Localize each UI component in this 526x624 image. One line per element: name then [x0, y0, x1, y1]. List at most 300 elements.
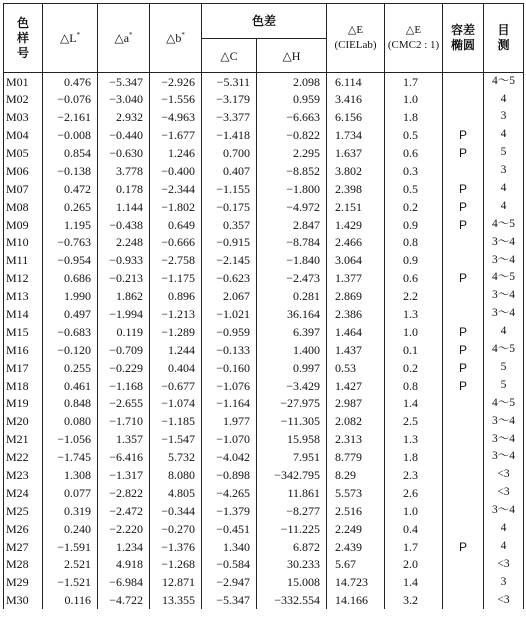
- cell-delta-e-cmc: 1.0: [385, 502, 443, 520]
- cell-sample-id: M05: [4, 144, 43, 162]
- header-delta-b: △b*: [150, 4, 202, 73]
- cell-delta-a: −2.220: [98, 520, 150, 538]
- cell-delta-c: −4.042: [202, 448, 257, 466]
- cell-delta-b: −1.376: [150, 538, 202, 556]
- cell-visual-rating: 3～4: [484, 502, 524, 520]
- cell-delta-e-cielab: 1.637: [327, 144, 385, 162]
- cell-delta-e-cmc: 0.2: [385, 359, 443, 377]
- cell-delta-c: −0.175: [202, 198, 257, 216]
- table-row: [4, 251, 524, 269]
- cell-tolerance-mark: [443, 90, 484, 108]
- cell-delta-a: −0.229: [98, 359, 150, 377]
- cell-tolerance-mark: P: [443, 359, 484, 377]
- cell-delta-l: 0.461: [43, 377, 98, 395]
- cell-visual-rating: <3: [484, 556, 524, 574]
- cell-delta-e-cielab: 1.437: [327, 341, 385, 359]
- cell-sample-id: M06: [4, 162, 43, 180]
- cell-tolerance-mark: P: [443, 180, 484, 198]
- table-row: [4, 556, 524, 574]
- cell-delta-e-cmc: 1.8: [385, 448, 443, 466]
- cell-delta-l: 0.116: [43, 591, 98, 609]
- cell-delta-e-cmc: 0.8: [385, 377, 443, 395]
- header-delta-l-text: △L: [59, 31, 77, 45]
- cell-delta-l: −0.120: [43, 341, 98, 359]
- cell-delta-a: 4.918: [98, 556, 150, 574]
- cell-delta-c: −1.021: [202, 305, 257, 323]
- cell-visual-rating: 3～4: [484, 412, 524, 430]
- cell-delta-l: −1.521: [43, 573, 98, 591]
- table-row: [4, 502, 524, 520]
- header-tolerance-top: 容差: [451, 23, 476, 37]
- cell-delta-e-cielab: 2.439: [327, 538, 385, 556]
- cell-delta-e-cielab: 2.151: [327, 198, 385, 216]
- cell-delta-b: −0.666: [150, 234, 202, 252]
- cell-visual-rating: 3～4: [484, 287, 524, 305]
- table-row: [4, 287, 524, 305]
- cell-tolerance-mark: [443, 162, 484, 180]
- cell-delta-e-cielab: 3.064: [327, 251, 385, 269]
- cell-delta-e-cmc: 0.9: [385, 251, 443, 269]
- cell-delta-a: −2.472: [98, 502, 150, 520]
- cell-delta-l: −0.076: [43, 90, 98, 108]
- cell-delta-c: −3.179: [202, 90, 257, 108]
- cell-visual-rating: 3: [484, 108, 524, 126]
- cell-delta-a: −6.416: [98, 448, 150, 466]
- cell-delta-e-cmc: 2.3: [385, 466, 443, 484]
- cell-visual-rating: <3: [484, 591, 524, 609]
- cell-visual-rating: 3～4: [484, 251, 524, 269]
- cell-visual-rating: 4～5: [484, 395, 524, 413]
- cell-delta-b: −1.268: [150, 556, 202, 574]
- cell-sample-id: M21: [4, 430, 43, 448]
- table-row: [4, 538, 524, 556]
- color-difference-table: [3, 3, 524, 609]
- table-row: [4, 198, 524, 216]
- cell-tolerance-mark: [443, 73, 484, 91]
- cell-delta-h: −2.473: [257, 269, 327, 287]
- cell-delta-e-cielab: 5.67: [327, 556, 385, 574]
- cell-delta-a: −1.317: [98, 466, 150, 484]
- cell-delta-h: 6.397: [257, 323, 327, 341]
- cell-delta-e-cielab: 6.114: [327, 73, 385, 91]
- cell-delta-c: −1.418: [202, 126, 257, 144]
- cell-delta-b: −1.677: [150, 126, 202, 144]
- cell-delta-l: −1.056: [43, 430, 98, 448]
- cell-visual-rating: 4～5: [484, 216, 524, 234]
- cell-sample-id: M20: [4, 412, 43, 430]
- cell-delta-h: −1.800: [257, 180, 327, 198]
- cell-delta-e-cmc: 0.2: [385, 198, 443, 216]
- cell-delta-h: 0.959: [257, 90, 327, 108]
- table-row: [4, 216, 524, 234]
- cell-delta-h: −3.429: [257, 377, 327, 395]
- cell-delta-e-cielab: 5.573: [327, 484, 385, 502]
- cell-tolerance-mark: [443, 305, 484, 323]
- cell-delta-b: −0.400: [150, 162, 202, 180]
- cell-delta-l: 0.497: [43, 305, 98, 323]
- cell-delta-e-cielab: 8.779: [327, 448, 385, 466]
- cell-sample-id: M24: [4, 484, 43, 502]
- cell-delta-l: −0.683: [43, 323, 98, 341]
- cell-delta-e-cmc: 2.6: [385, 484, 443, 502]
- cell-delta-h: −8.784: [257, 234, 327, 252]
- cell-visual-rating: 3: [484, 573, 524, 591]
- header-delta-c: △C: [202, 39, 257, 73]
- cell-delta-e-cmc: 1.8: [385, 108, 443, 126]
- cell-delta-l: −0.138: [43, 162, 98, 180]
- cell-delta-h: −342.795: [257, 466, 327, 484]
- cell-tolerance-mark: [443, 412, 484, 430]
- table-row: [4, 573, 524, 591]
- cell-delta-l: −0.954: [43, 251, 98, 269]
- cell-delta-b: −1.289: [150, 323, 202, 341]
- cell-visual-rating: 3: [484, 162, 524, 180]
- cell-delta-l: −1.745: [43, 448, 98, 466]
- cell-delta-e-cmc: 0.9: [385, 216, 443, 234]
- cell-delta-e-cielab: 2.082: [327, 412, 385, 430]
- cell-visual-rating: 5: [484, 377, 524, 395]
- cell-delta-b: 1.246: [150, 144, 202, 162]
- cell-visual-rating: 4: [484, 538, 524, 556]
- cell-delta-e-cmc: 1.4: [385, 395, 443, 413]
- cell-delta-l: 0.686: [43, 269, 98, 287]
- cell-visual-rating: <3: [484, 484, 524, 502]
- cell-sample-id: M28: [4, 556, 43, 574]
- cell-sample-id: M07: [4, 180, 43, 198]
- cell-delta-a: −2.822: [98, 484, 150, 502]
- cell-sample-id: M11: [4, 251, 43, 269]
- table-row: [4, 73, 524, 91]
- cell-delta-l: −0.008: [43, 126, 98, 144]
- cell-visual-rating: 5: [484, 359, 524, 377]
- cell-delta-a: −0.213: [98, 269, 150, 287]
- cell-delta-c: −1.076: [202, 377, 257, 395]
- header-visual: [484, 4, 524, 73]
- cell-delta-c: 2.067: [202, 287, 257, 305]
- cell-delta-c: −3.377: [202, 108, 257, 126]
- cell-delta-h: −6.663: [257, 108, 327, 126]
- header-delta-e-cmc-bottom: (CMC2 : 1): [387, 39, 440, 51]
- cell-delta-l: −2.161: [43, 108, 98, 126]
- cell-delta-l: 0.476: [43, 73, 98, 91]
- cell-delta-h: −27.975: [257, 395, 327, 413]
- cell-tolerance-mark: [443, 430, 484, 448]
- cell-visual-rating: 4～5: [484, 269, 524, 287]
- table-row: [4, 591, 524, 609]
- cell-delta-b: 12.871: [150, 573, 202, 591]
- cell-delta-a: 1.144: [98, 198, 150, 216]
- cell-visual-rating: 3～4: [484, 305, 524, 323]
- cell-delta-e-cmc: 3.2: [385, 591, 443, 609]
- cell-sample-id: M17: [4, 359, 43, 377]
- cell-delta-c: −2.947: [202, 573, 257, 591]
- cell-delta-e-cielab: 2.386: [327, 305, 385, 323]
- cell-sample-id: M30: [4, 591, 43, 609]
- header-color-difference: 色差: [202, 4, 327, 39]
- cell-delta-e-cmc: 1.3: [385, 430, 443, 448]
- header-delta-e-cielab-top: △E: [347, 24, 364, 37]
- table-row: [4, 269, 524, 287]
- cell-delta-h: 15.008: [257, 573, 327, 591]
- cell-delta-e-cielab: 14.166: [327, 591, 385, 609]
- cell-tolerance-mark: P: [443, 341, 484, 359]
- cell-delta-a: 1.862: [98, 287, 150, 305]
- cell-delta-e-cmc: 1.0: [385, 323, 443, 341]
- cell-delta-e-cmc: 0.1: [385, 341, 443, 359]
- cell-delta-c: −1.379: [202, 502, 257, 520]
- cell-delta-b: −2.758: [150, 251, 202, 269]
- cell-delta-a: 0.119: [98, 323, 150, 341]
- cell-delta-b: 0.896: [150, 287, 202, 305]
- cell-delta-a: −0.630: [98, 144, 150, 162]
- cell-tolerance-mark: P: [443, 269, 484, 287]
- cell-delta-l: 0.077: [43, 484, 98, 502]
- cell-delta-h: 2.098: [257, 73, 327, 91]
- cell-tolerance-mark: P: [443, 323, 484, 341]
- cell-sample-id: M03: [4, 108, 43, 126]
- cell-delta-h: 0.997: [257, 359, 327, 377]
- table-row: [4, 484, 524, 502]
- cell-sample-id: M18: [4, 377, 43, 395]
- header-tolerance-ellipse: [443, 4, 484, 73]
- table-row: [4, 162, 524, 180]
- cell-delta-a: −5.347: [98, 73, 150, 91]
- cell-delta-l: 0.265: [43, 198, 98, 216]
- cell-sample-id: M08: [4, 198, 43, 216]
- cell-delta-a: −3.040: [98, 90, 150, 108]
- cell-delta-h: −4.972: [257, 198, 327, 216]
- cell-tolerance-mark: [443, 251, 484, 269]
- cell-tolerance-mark: [443, 556, 484, 574]
- cell-delta-a: −4.722: [98, 591, 150, 609]
- cell-delta-e-cmc: 2.2: [385, 287, 443, 305]
- cell-delta-a: 1.357: [98, 430, 150, 448]
- cell-delta-b: −1.802: [150, 198, 202, 216]
- cell-delta-b: 4.805: [150, 484, 202, 502]
- cell-visual-rating: 4～5: [484, 341, 524, 359]
- cell-delta-l: 0.255: [43, 359, 98, 377]
- cell-delta-e-cielab: 14.723: [327, 573, 385, 591]
- cell-delta-b: 0.649: [150, 216, 202, 234]
- cell-delta-e-cielab: 2.398: [327, 180, 385, 198]
- cell-delta-e-cielab: 2.987: [327, 395, 385, 413]
- cell-sample-id: M22: [4, 448, 43, 466]
- cell-delta-l: 0.319: [43, 502, 98, 520]
- cell-delta-b: −4.963: [150, 108, 202, 126]
- cell-delta-c: −2.145: [202, 251, 257, 269]
- cell-tolerance-mark: P: [443, 216, 484, 234]
- table-row: [4, 448, 524, 466]
- cell-visual-rating: 4: [484, 126, 524, 144]
- cell-delta-b: −2.926: [150, 73, 202, 91]
- header-delta-h: △H: [257, 39, 327, 73]
- header-delta-a-text: △a: [114, 31, 130, 45]
- cell-delta-h: −0.822: [257, 126, 327, 144]
- cell-delta-c: −0.898: [202, 466, 257, 484]
- cell-visual-rating: 4: [484, 180, 524, 198]
- cell-sample-id: M29: [4, 573, 43, 591]
- cell-delta-e-cielab: 8.29: [327, 466, 385, 484]
- cell-delta-e-cmc: 0.5: [385, 126, 443, 144]
- cell-delta-a: 1.234: [98, 538, 150, 556]
- header-delta-a: △a*: [98, 4, 150, 73]
- cell-sample-id: M25: [4, 502, 43, 520]
- header-tolerance-bottom: 椭圆: [451, 38, 476, 52]
- cell-delta-b: −0.344: [150, 502, 202, 520]
- cell-delta-h: 15.958: [257, 430, 327, 448]
- cell-delta-c: −1.164: [202, 395, 257, 413]
- cell-delta-a: −2.655: [98, 395, 150, 413]
- cell-delta-e-cielab: 3.802: [327, 162, 385, 180]
- cell-visual-rating: <3: [484, 466, 524, 484]
- cell-delta-e-cielab: 2.313: [327, 430, 385, 448]
- table-row: [4, 126, 524, 144]
- cell-tolerance-mark: [443, 448, 484, 466]
- cell-sample-id: M12: [4, 269, 43, 287]
- table-row: [4, 305, 524, 323]
- cell-delta-b: −1.556: [150, 90, 202, 108]
- table-row: [4, 144, 524, 162]
- table-row: [4, 395, 524, 413]
- cell-delta-c: −0.133: [202, 341, 257, 359]
- cell-tolerance-mark: [443, 573, 484, 591]
- cell-delta-h: 1.400: [257, 341, 327, 359]
- cell-delta-h: 30.233: [257, 556, 327, 574]
- cell-visual-rating: 4: [484, 323, 524, 341]
- cell-delta-h: 2.847: [257, 216, 327, 234]
- cell-visual-rating: 5: [484, 144, 524, 162]
- cell-sample-id: M02: [4, 90, 43, 108]
- cell-delta-e-cielab: 2.516: [327, 502, 385, 520]
- cell-sample-id: M23: [4, 466, 43, 484]
- table-row: [4, 90, 524, 108]
- table-body: [4, 73, 524, 610]
- cell-delta-b: 0.404: [150, 359, 202, 377]
- table-row: [4, 359, 524, 377]
- cell-tolerance-mark: [443, 234, 484, 252]
- cell-delta-e-cielab: 0.53: [327, 359, 385, 377]
- cell-delta-h: −11.305: [257, 412, 327, 430]
- table-row: [4, 234, 524, 252]
- cell-delta-b: −1.074: [150, 395, 202, 413]
- table-row: [4, 412, 524, 430]
- cell-delta-e-cmc: 1.7: [385, 73, 443, 91]
- cell-delta-l: 0.854: [43, 144, 98, 162]
- cell-delta-b: −1.185: [150, 412, 202, 430]
- cell-tolerance-mark: P: [443, 198, 484, 216]
- cell-visual-rating: 3～4: [484, 234, 524, 252]
- cell-delta-c: −1.070: [202, 430, 257, 448]
- cell-delta-c: −0.160: [202, 359, 257, 377]
- cell-visual-rating: 4～5: [484, 73, 524, 91]
- cell-sample-id: M19: [4, 395, 43, 413]
- cell-delta-l: 2.521: [43, 556, 98, 574]
- cell-delta-e-cmc: 2.5: [385, 412, 443, 430]
- header-delta-e-cielab-bottom: (CIELab): [334, 39, 377, 51]
- cell-delta-h: −8.277: [257, 502, 327, 520]
- cell-visual-rating: 3～4: [484, 430, 524, 448]
- cell-delta-l: −1.591: [43, 538, 98, 556]
- cell-delta-c: −5.311: [202, 73, 257, 91]
- cell-delta-c: 1.340: [202, 538, 257, 556]
- cell-delta-c: −0.451: [202, 520, 257, 538]
- cell-delta-e-cmc: 0.6: [385, 144, 443, 162]
- cell-delta-a: −1.168: [98, 377, 150, 395]
- cell-delta-h: 7.951: [257, 448, 327, 466]
- header-delta-l: △L*: [43, 4, 98, 73]
- cell-delta-h: 36.164: [257, 305, 327, 323]
- cell-delta-l: 0.848: [43, 395, 98, 413]
- cell-tolerance-mark: [443, 520, 484, 538]
- cell-delta-h: 2.295: [257, 144, 327, 162]
- cell-delta-e-cmc: 1.3: [385, 305, 443, 323]
- table-row: [4, 466, 524, 484]
- cell-sample-id: M04: [4, 126, 43, 144]
- header-sample-no: [4, 4, 43, 73]
- cell-delta-b: −0.677: [150, 377, 202, 395]
- cell-sample-id: M09: [4, 216, 43, 234]
- cell-delta-b: 1.244: [150, 341, 202, 359]
- cell-visual-rating: 3～4: [484, 448, 524, 466]
- table-row: [4, 108, 524, 126]
- table-row: [4, 377, 524, 395]
- cell-delta-l: 1.308: [43, 466, 98, 484]
- cell-delta-e-cmc: 0.6: [385, 269, 443, 287]
- cell-delta-h: 11.861: [257, 484, 327, 502]
- cell-delta-a: −1.710: [98, 412, 150, 430]
- cell-delta-b: −1.547: [150, 430, 202, 448]
- cell-delta-a: −0.933: [98, 251, 150, 269]
- cell-delta-c: 1.977: [202, 412, 257, 430]
- cell-delta-e-cmc: 1.0: [385, 90, 443, 108]
- cell-delta-b: −2.344: [150, 180, 202, 198]
- cell-delta-e-cielab: 1.427: [327, 377, 385, 395]
- cell-delta-e-cmc: 0.3: [385, 162, 443, 180]
- cell-delta-b: −1.175: [150, 269, 202, 287]
- header-delta-e-cielab: [327, 4, 385, 73]
- cell-sample-id: M15: [4, 323, 43, 341]
- cell-delta-c: −0.623: [202, 269, 257, 287]
- cell-delta-b: 8.080: [150, 466, 202, 484]
- cell-delta-a: −1.994: [98, 305, 150, 323]
- cell-delta-e-cielab: 1.734: [327, 126, 385, 144]
- cell-delta-l: 1.195: [43, 216, 98, 234]
- cell-tolerance-mark: [443, 502, 484, 520]
- cell-delta-h: −1.840: [257, 251, 327, 269]
- cell-delta-e-cielab: 2.869: [327, 287, 385, 305]
- cell-delta-c: −1.155: [202, 180, 257, 198]
- cell-sample-id: M14: [4, 305, 43, 323]
- cell-delta-l: 1.990: [43, 287, 98, 305]
- cell-sample-id: M13: [4, 287, 43, 305]
- cell-tolerance-mark: P: [443, 144, 484, 162]
- cell-delta-l: −0.763: [43, 234, 98, 252]
- cell-delta-a: −0.438: [98, 216, 150, 234]
- cell-delta-e-cielab: 1.464: [327, 323, 385, 341]
- cell-tolerance-mark: [443, 591, 484, 609]
- cell-delta-c: 0.700: [202, 144, 257, 162]
- cell-delta-l: 0.240: [43, 520, 98, 538]
- header-sample-no-text: 色样号: [17, 15, 30, 60]
- cell-delta-c: −0.584: [202, 556, 257, 574]
- cell-delta-a: −0.709: [98, 341, 150, 359]
- cell-delta-c: 0.357: [202, 216, 257, 234]
- cell-visual-rating: 4: [484, 198, 524, 216]
- cell-delta-a: 0.178: [98, 180, 150, 198]
- cell-delta-a: 2.932: [98, 108, 150, 126]
- table-row: [4, 430, 524, 448]
- cell-delta-e-cielab: 6.156: [327, 108, 385, 126]
